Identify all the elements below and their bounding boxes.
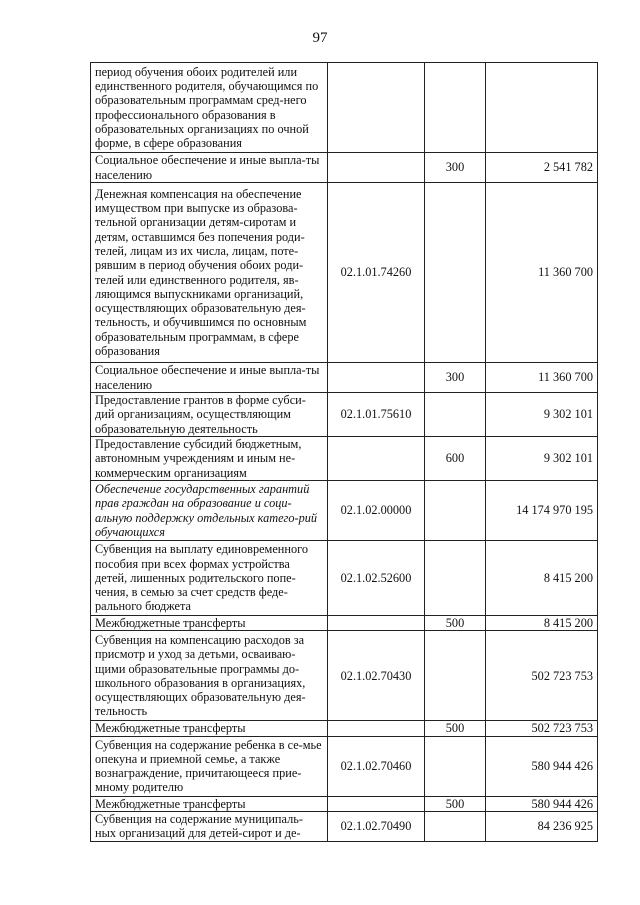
row-vr-cell xyxy=(425,63,486,153)
row-sum-cell: 502 723 753 xyxy=(486,631,598,721)
row-sum-cell: 84 236 925 xyxy=(486,811,598,841)
table-row xyxy=(91,363,598,393)
table-row xyxy=(91,631,598,721)
row-csr-cell xyxy=(328,63,425,153)
row-csr-cell: 02.1.02.70430 xyxy=(328,631,425,721)
page-number: 97 xyxy=(312,30,328,46)
row-vr-cell: 500 xyxy=(425,796,486,811)
row-sum-cell: 580 944 426 xyxy=(486,736,598,796)
row-vr-cell: 600 xyxy=(425,437,486,481)
row-vr-cell: 500 xyxy=(425,616,486,631)
row-vr-cell: 300 xyxy=(425,363,486,393)
table-row xyxy=(91,541,598,616)
row-name-cell: Социальное обеспечение и иные выпла-ты населению xyxy=(91,153,328,183)
row-name-cell: Предоставление субсидий бюджетным, автономным учреждениям и иным не-коммерческим организациям xyxy=(91,437,328,481)
row-vr-cell xyxy=(425,736,486,796)
table-row xyxy=(91,811,598,841)
table-row xyxy=(91,481,598,541)
row-name-cell: Предоставление грантов в форме субси-дий организациям, осуществляющим образовательную деятельность xyxy=(91,393,328,437)
row-csr-cell xyxy=(328,153,425,183)
row-csr-cell xyxy=(328,363,425,393)
row-name-cell: Обеспечение государственных гарантий прав граждан на образование и соци-альную поддержку отдельных катего-рий обучающихся xyxy=(91,481,328,541)
table-row xyxy=(91,721,598,736)
row-csr-cell xyxy=(328,616,425,631)
row-csr-cell: 02.1.02.70460 xyxy=(328,736,425,796)
row-vr-cell xyxy=(425,811,486,841)
table-row xyxy=(91,796,598,811)
row-name-cell: Межбюджетные трансферты xyxy=(91,796,328,811)
row-sum-cell xyxy=(486,63,598,153)
table-row xyxy=(91,437,598,481)
row-vr-cell xyxy=(425,631,486,721)
row-name-cell: Социальное обеспечение и иные выпла-ты населению xyxy=(91,363,328,393)
row-name-cell: Межбюджетные трансферты xyxy=(91,616,328,631)
row-csr-cell: 02.1.02.70490 xyxy=(328,811,425,841)
row-name-cell: Субвенция на содержание муниципаль-ных организаций для детей-сирот и де- xyxy=(91,811,328,841)
budget-table-body xyxy=(91,63,598,842)
row-sum-cell: 2 541 782 xyxy=(486,153,598,183)
row-sum-cell: 11 360 700 xyxy=(486,363,598,393)
row-csr-cell xyxy=(328,796,425,811)
row-vr-cell xyxy=(425,183,486,363)
row-vr-cell xyxy=(425,481,486,541)
row-csr-cell: 02.1.01.75610 xyxy=(328,393,425,437)
row-name-cell: Субвенция на содержание ребенка в се-мье опекуна и приемной семье, а также вознаграждение, причитающееся прие-мному родителю xyxy=(91,736,328,796)
table-row xyxy=(91,616,598,631)
row-sum-cell: 580 944 426 xyxy=(486,796,598,811)
row-csr-cell xyxy=(328,437,425,481)
row-sum-cell: 502 723 753 xyxy=(486,721,598,736)
row-sum-cell: 9 302 101 xyxy=(486,393,598,437)
table-row xyxy=(91,736,598,796)
row-csr-cell: 02.1.02.52600 xyxy=(328,541,425,616)
row-name-cell: Субвенция на выплату единовременного пособия при всех формах устройства детей, лишенных родительского попе-чения, в семью за счет средств феде-рального бюджета xyxy=(91,541,328,616)
row-vr-cell: 300 xyxy=(425,153,486,183)
row-name-cell: период обучения обоих родителей или единственного родителя, обучающимся по образовательным программам сред-него профессионального образования в образовательных организациях по очной форме, в сфере образования xyxy=(91,63,328,153)
row-csr-cell xyxy=(328,721,425,736)
table-row xyxy=(91,183,598,363)
budget-table xyxy=(90,62,598,842)
row-csr-cell: 02.1.02.00000 xyxy=(328,481,425,541)
row-vr-cell: 500 xyxy=(425,721,486,736)
row-vr-cell xyxy=(425,541,486,616)
row-sum-cell: 9 302 101 xyxy=(486,437,598,481)
table-row xyxy=(91,393,598,437)
row-sum-cell: 14 174 970 195 xyxy=(486,481,598,541)
row-sum-cell: 8 415 200 xyxy=(486,616,598,631)
row-sum-cell: 11 360 700 xyxy=(486,183,598,363)
table-row xyxy=(91,153,598,183)
row-name-cell: Межбюджетные трансферты xyxy=(91,721,328,736)
row-csr-cell: 02.1.01.74260 xyxy=(328,183,425,363)
table-row xyxy=(91,63,598,153)
row-vr-cell xyxy=(425,393,486,437)
row-sum-cell: 8 415 200 xyxy=(486,541,598,616)
row-name-cell: Денежная компенсация на обеспечение имуществом при выпуске из образова-тельной организации детям-сиротам и детям, оставшимся без попечения роди-телей, лицам из их числа, лицам, поте-рявшим в период обучения обоих роди-телей или единственного родителя, яв-ляющимся выпускниками организаций, осуществляющих образовательную дея-тельность, и обучившимся по основным образовательным программам, в сфере образования xyxy=(91,183,328,363)
row-name-cell: Субвенция на компенсацию расходов за присмотр и уход за детьми, осваиваю-щими образовательные программы до-школьного образования в организациях, осуществляющих образовательную дея-тельность xyxy=(91,631,328,721)
